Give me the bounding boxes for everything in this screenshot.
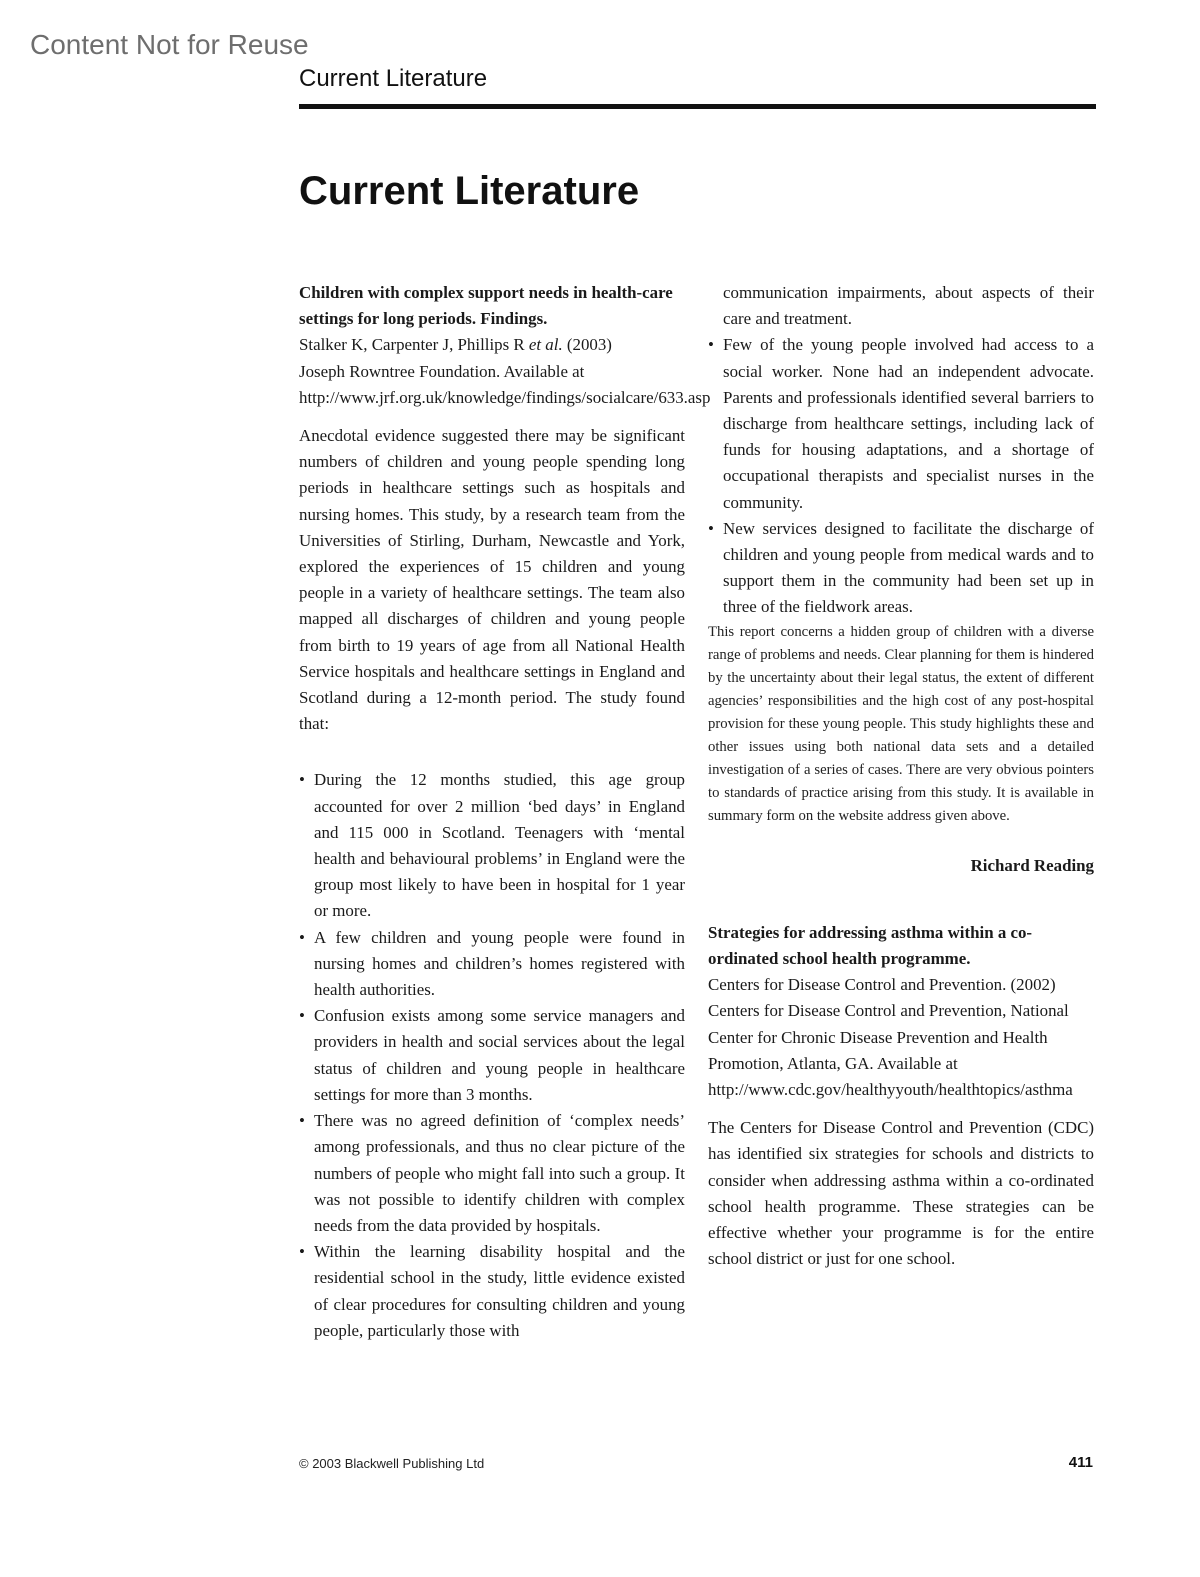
finding-item: • During the 12 months studied, this age group accounted for over 2 million ‘bed days’ in England and 115 000 in Scotland. Teenagers with ‘mental health and behavioural problems’ in England were the group most likely to have been in hospital for 1 year or more. [299, 767, 685, 924]
authors-year: (2003) [562, 335, 612, 355]
running-head: Current Literature [299, 65, 488, 92]
article-1-findings-list-cont [708, 332, 1094, 620]
authors-names: Stalker K, Carpenter J, Phillips R [299, 335, 529, 355]
copyright: © 2003 Blackwell Publishing Ltd [299, 1456, 485, 1471]
article-2-title: Strategies for addressing asthma within a co-ordinated school health programme. [708, 922, 1033, 968]
finding-item: • Confusion exists among some service managers and providers in health and social services about the legal status of children and young people in healthcare settings for more than 3 months. [299, 1003, 685, 1108]
article-1-findings-list [299, 767, 685, 1343]
commentary: This report concerns a hidden group of children with a diverse range of problems and needs. Clear planning for them is hindered by the uncertainty about their legal status, the extent of different agencies’ responsibilities and the high cost of any post-hospital provision for these young people. This study highlights these and other issues using both national data sets and a detailed investigation of a series of cases. There are very obvious pointers to standards of practice arising from this study. It is available in summary form on the website address given above. [708, 623, 1094, 825]
right-column [708, 280, 1094, 1272]
article-1-authors [299, 332, 685, 358]
authors-etal: et al. [528, 335, 563, 355]
article-2-abstract: The Centers for Disease Control and Prevention (CDC) has identified six strategies for schools and districts to consider when addressing asthma within a co-ordinated school health programme. These strategies can be effective whether your programme is for the entire school district or just for one school. [708, 1118, 1094, 1269]
article-1-source: Joseph Rowntree Foundation. Available at http://www.jrf.org.uk/knowledge/findings/socialcare/633.asp [299, 361, 711, 407]
finding-item: • There was no agreed definition of ‘complex needs’ among professionals, and thus no clear picture of the numbers of people who might fall into such a group. It was not possible to identify children with complex needs from the data provided by hospitals. [299, 1108, 685, 1239]
article-1-abstract: Anecdotal evidence suggested there may be significant numbers of children and young people spending long periods in healthcare settings such as hospitals and nursing homes. This study, by a research team from the Universities of Stirling, Durham, Newcastle and York, explored the experiences of 15 children and young people in a variety of healthcare settings. The team also mapped all discharges of children and young people from birth to 19 years of age from all National Health Service hospitals and healthcare settings in England and Scotland during a 12-month period. The study found that: [299, 426, 685, 734]
finding-item: • A few children and young people were found in nursing homes and children’s homes registered with health authorities. [299, 925, 685, 1004]
article-1-title: Children with complex support needs in health-care settings for long periods. Findings. [299, 283, 673, 329]
finding-item: • New services designed to facilitate the discharge of children and young people from medical wards and to support them in the community had been set up in three of the fieldwork areas. [708, 516, 1094, 621]
article-2-reference: Centers for Disease Control and Prevention. (2002) Centers for Disease Control and Prevention, National Center for Chronic Disease Prevention and Health Promotion, Atlanta, GA. Available at http://www.cdc.gov/healthyyouth/healthtopics/asthma [708, 975, 1073, 1099]
finding-continuation: communication impairments, about aspects of their care and treatment. [723, 283, 1094, 329]
header-rule [299, 104, 1096, 109]
finding-item: • Within the learning disability hospital and the residential school in the study, little evidence existed of clear procedures for consulting children and young people, particularly those with [299, 1239, 685, 1344]
page-number: 411 [1068, 1454, 1093, 1471]
left-column [299, 280, 711, 1344]
commentator-name: Richard Reading [970, 856, 1094, 876]
page-title: Current Literature [299, 169, 640, 213]
finding-item: • Few of the young people involved had access to a social worker. None had an independent advocate. Parents and professionals identified several barriers to discharge from healthcare settings, including lack of funds for housing adaptations, and a shortage of occupational therapists and specialist nurses in the community. [708, 332, 1094, 515]
watermark: Content Not for Reuse [30, 29, 309, 60]
